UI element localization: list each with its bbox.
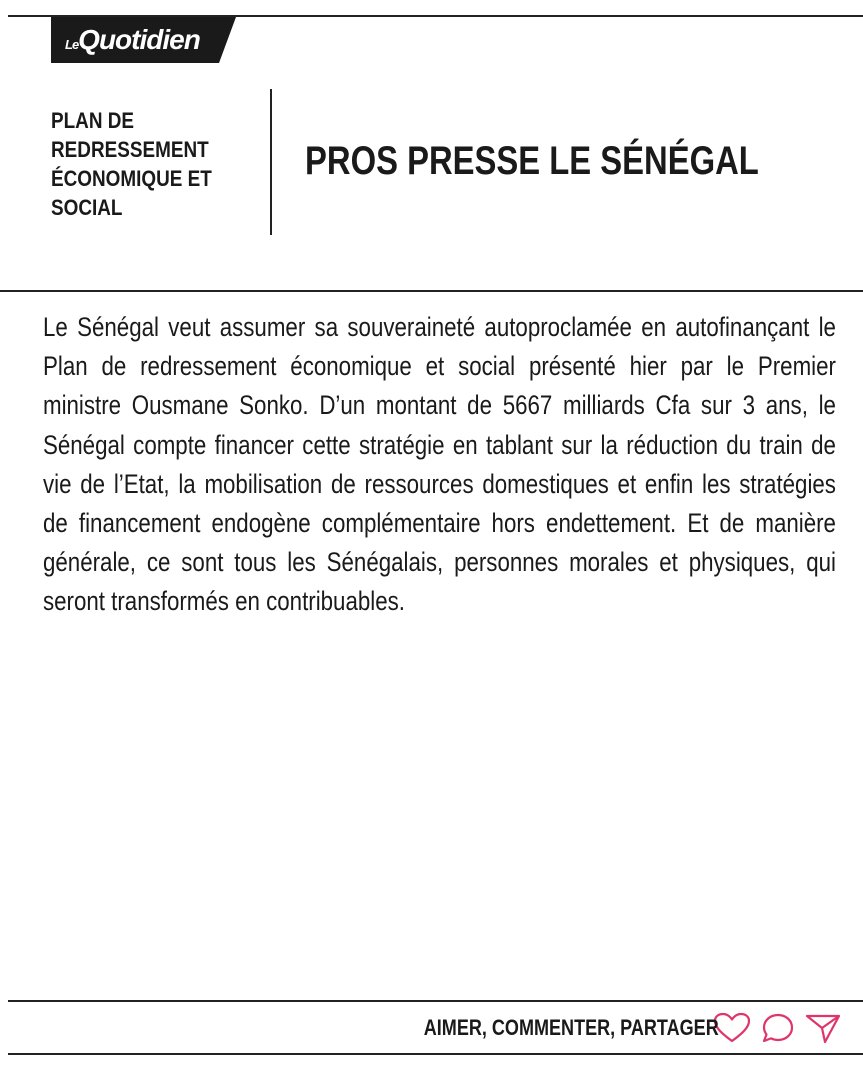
section-label-line: REDRESSEMENT bbox=[51, 137, 209, 162]
share-icon[interactable] bbox=[805, 1012, 841, 1044]
logo-prefix: Le bbox=[65, 37, 79, 52]
social-icons bbox=[713, 1012, 841, 1044]
comment-icon[interactable] bbox=[761, 1012, 795, 1044]
headline: PROS PRESSE LE SÉNÉGAL bbox=[305, 139, 759, 183]
footer-bottom-rule bbox=[8, 1053, 863, 1055]
social-footer bbox=[359, 1008, 841, 1048]
logo bbox=[51, 17, 236, 63]
social-call-to-action: AIMER, COMMENTER, PARTAGER bbox=[424, 1015, 719, 1040]
section-label-line: PLAN DE bbox=[51, 108, 135, 133]
article-paragraph: Le Sénégal veut assumer sa souveraineté autoproclamée en autofinançant le Plan de redressement économique et social présenté hier par le Premier ministre Ousmane Sonko. D’un montant de 5667 milliards Cfa sur 3 ans, le Sénégal compte financer cette stratégie en tablant sur la réduction du train de vie de l’Etat, la mobilisation de ressources domestiques et enfin les stratégies de financement endogène complémentaire hors endettement. Et de manière générale, ce sont tous les Sénégalais, personnes morales et physiques, qui seront transformés en contribuables. bbox=[43, 312, 836, 617]
header-rule bbox=[0, 290, 863, 292]
section-label-line: ÉCONOMIQUE ET bbox=[51, 166, 212, 191]
logo-name: Quotidien bbox=[78, 24, 200, 55]
section-label bbox=[51, 106, 223, 222]
footer-top-rule bbox=[8, 1000, 863, 1002]
article-body bbox=[43, 308, 836, 622]
logo-text bbox=[65, 22, 200, 63]
vertical-divider bbox=[270, 89, 272, 235]
section-label-line: SOCIAL bbox=[51, 195, 123, 220]
